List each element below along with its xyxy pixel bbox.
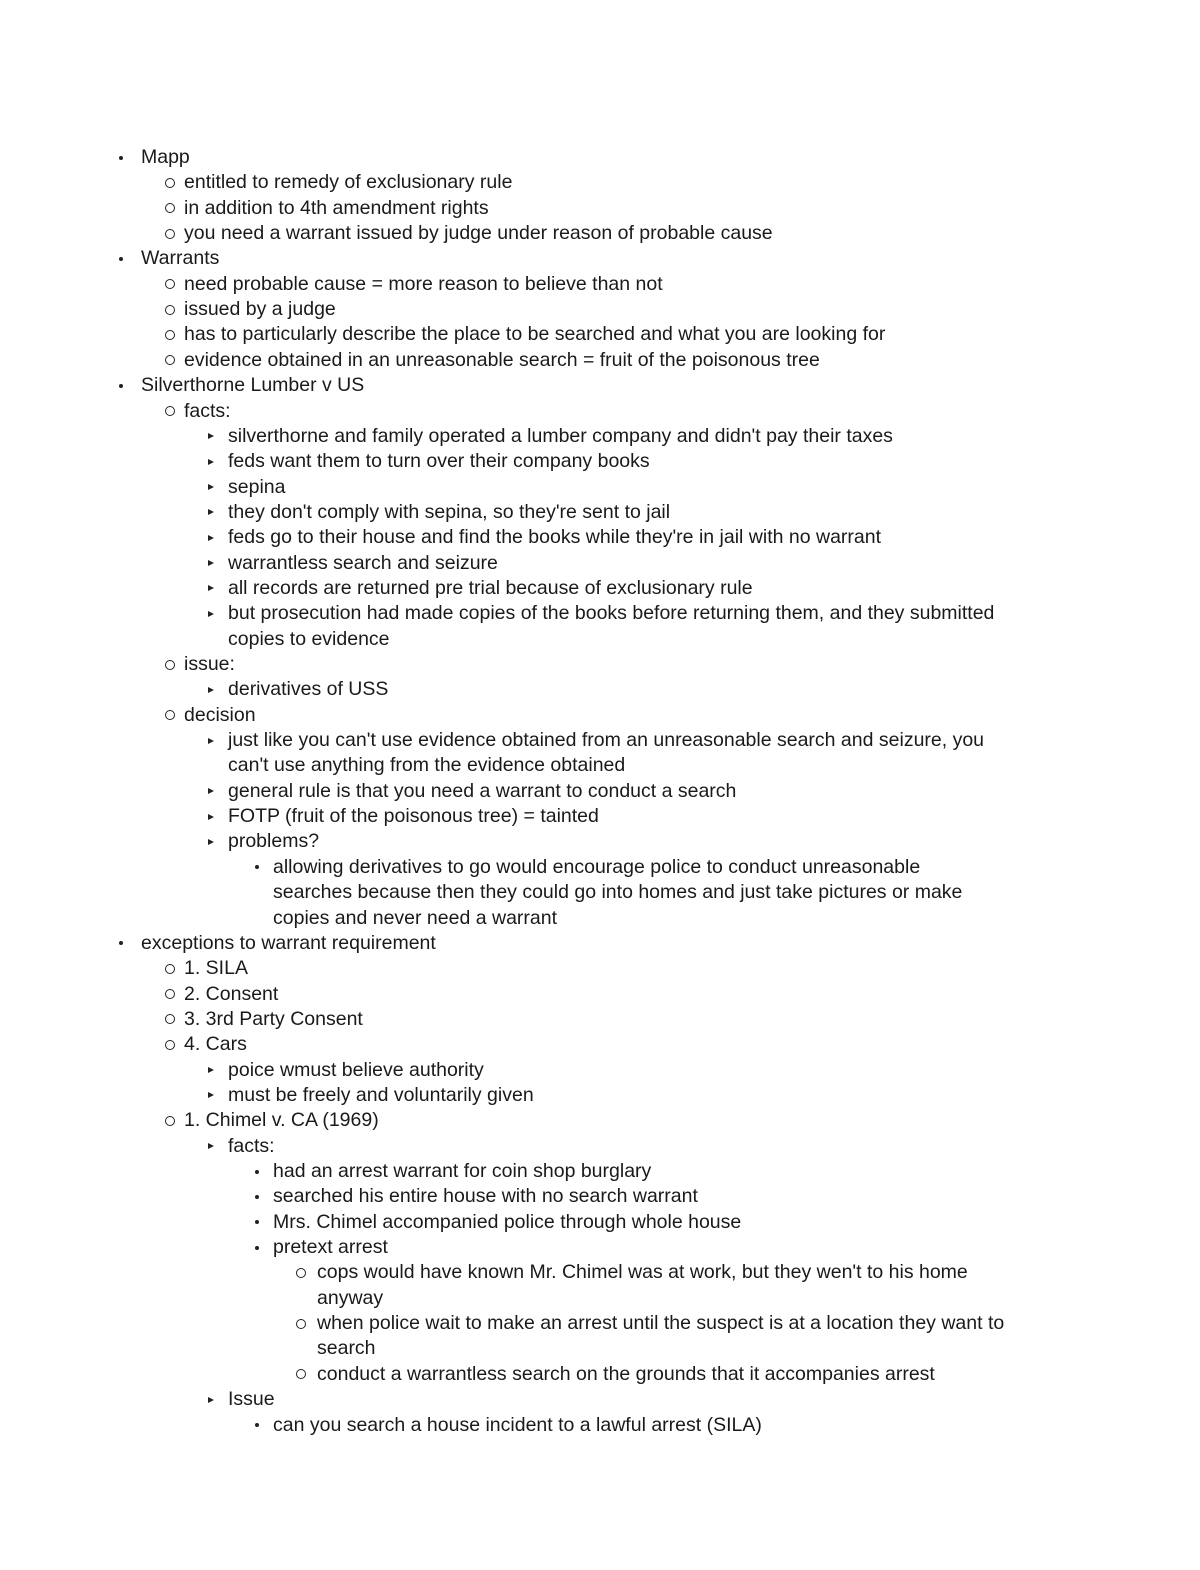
- note-line: [0, 221, 1200, 246]
- note-text: but prosecution had made copies of the books before returning them, and they submitted: [228, 602, 995, 625]
- note-text: conduct a warrantless search on the grounds that it accompanies arrest: [317, 1362, 935, 1385]
- note-line: [0, 627, 1200, 652]
- bullet-dot-icon: [112, 373, 130, 398]
- note-line: [0, 246, 1200, 271]
- note-text: had an arrest warrant for coin shop burglary: [273, 1160, 652, 1182]
- bullet-arrow-icon: [202, 576, 220, 601]
- bullet-arrow-icon: [202, 551, 220, 576]
- note-line: [0, 855, 1200, 880]
- note-text: 1. SILA: [184, 957, 248, 980]
- bullet-arrow-icon: [202, 601, 220, 626]
- note-line: [0, 1159, 1200, 1184]
- bullet-arrow-icon: [202, 804, 220, 829]
- note-line: [0, 703, 1200, 728]
- note-text: sepina: [228, 475, 286, 498]
- note-text: Mapp: [141, 146, 190, 168]
- note-text: searches because then they could go into homes and just take pictures or make: [273, 881, 963, 904]
- note-text: pretext arrest: [273, 1236, 388, 1259]
- note-line: [0, 272, 1200, 297]
- note-line: [0, 1032, 1200, 1057]
- note-text: copies and never need a warrant: [273, 906, 558, 929]
- bullet-circle-icon: [161, 196, 179, 221]
- note-line: [0, 170, 1200, 195]
- bullet-dot-icon: [248, 1159, 266, 1184]
- note-text: FOTP (fruit of the poisonous tree) = tainted: [228, 805, 599, 828]
- note-line: [0, 196, 1200, 221]
- note-text: Issue: [228, 1388, 275, 1411]
- note-text: must be freely and voluntarily given: [228, 1083, 534, 1106]
- bullet-arrow-icon: [202, 424, 220, 449]
- note-line: [0, 322, 1200, 347]
- note-line: [0, 1210, 1200, 1235]
- note-line: [0, 1311, 1200, 1336]
- note-line: [0, 880, 1200, 905]
- note-line: [0, 1083, 1200, 1108]
- bullet-dot-icon: [248, 855, 266, 880]
- bullet-circle-icon: [161, 703, 179, 728]
- note-text: feds go to their house and find the books while they're in jail with no warrant: [228, 526, 882, 549]
- note-line: [0, 1058, 1200, 1083]
- bullet-arrow-icon: [202, 1058, 220, 1083]
- note-line: [0, 1108, 1200, 1133]
- bullet-dot-icon: [112, 145, 130, 170]
- bullet-arrow-icon: [202, 1387, 220, 1412]
- note-text: when police wait to make an arrest until the suspect is at a location they want to: [317, 1312, 1005, 1335]
- note-line: [0, 1286, 1200, 1311]
- bullet-arrow-icon: [202, 728, 220, 753]
- bullet-arrow-icon: [202, 1134, 220, 1159]
- note-line: [0, 551, 1200, 576]
- note-line: [0, 982, 1200, 1007]
- note-text: searched his entire house with no search warrant: [273, 1185, 698, 1208]
- note-text: all records are returned pre trial because of exclusionary rule: [228, 576, 753, 599]
- note-text: evidence obtained in an unreasonable search = fruit of the poisonous tree: [184, 348, 820, 371]
- bullet-dot-icon: [112, 246, 130, 271]
- bullet-circle-icon: [161, 348, 179, 373]
- bullet-dot-icon: [248, 1235, 266, 1260]
- note-line: [0, 500, 1200, 525]
- note-text: you need a warrant issued by judge under reason of probable cause: [184, 222, 773, 245]
- note-text: anyway: [317, 1286, 384, 1309]
- note-line: [0, 652, 1200, 677]
- note-line: [0, 1007, 1200, 1032]
- bullet-arrow-icon: [202, 677, 220, 702]
- bullet-arrow-icon: [202, 475, 220, 500]
- note-line: [0, 424, 1200, 449]
- bullet-circle-icon: [161, 272, 179, 297]
- note-text: search: [317, 1337, 376, 1360]
- note-text: silverthorne and family operated a lumber company and didn't pay their taxes: [228, 424, 893, 447]
- note-text: Silverthorne Lumber v US: [141, 374, 365, 397]
- bullet-circle-icon: [161, 1007, 179, 1032]
- note-line: [0, 956, 1200, 981]
- note-text: Warrants: [141, 247, 220, 270]
- bullet-dot-icon: [112, 931, 130, 956]
- note-text: 4. Cars: [184, 1033, 247, 1056]
- note-text: Mrs. Chimel accompanied police through whole house: [273, 1210, 742, 1233]
- bullet-circle-icon: [161, 170, 179, 195]
- bullet-dot-icon: [248, 1413, 266, 1438]
- note-text: exceptions to warrant requirement: [141, 931, 436, 954]
- bullet-circle-icon: [292, 1362, 310, 1387]
- bullet-dot-icon: [248, 1184, 266, 1209]
- note-line: [0, 1362, 1200, 1387]
- bullet-circle-icon: [292, 1260, 310, 1285]
- note-text: has to particularly describe the place to be searched and what you are looking for: [184, 323, 886, 346]
- note-line: [0, 906, 1200, 931]
- note-text: they don't comply with sepina, so they're sent to jail: [228, 500, 671, 523]
- bullet-circle-icon: [161, 652, 179, 677]
- note-text: copies to evidence: [228, 627, 390, 650]
- note-text: general rule is that you need a warrant to conduct a search: [228, 779, 737, 802]
- note-line: [0, 1387, 1200, 1412]
- bullet-circle-icon: [161, 399, 179, 424]
- note-text: poice wmust believe authority: [228, 1058, 484, 1081]
- note-text: warrantless search and seizure: [228, 551, 498, 574]
- note-line: [0, 829, 1200, 854]
- bullet-arrow-icon: [202, 779, 220, 804]
- note-text: allowing derivatives to go would encourage police to conduct unreasonable: [273, 855, 921, 878]
- note-text: in addition to 4th amendment rights: [184, 196, 489, 219]
- bullet-circle-icon: [161, 1108, 179, 1133]
- note-line: [0, 1184, 1200, 1209]
- note-text: feds want them to turn over their company books: [228, 450, 650, 473]
- bullet-circle-icon: [161, 297, 179, 322]
- note-line: [0, 525, 1200, 550]
- note-line: [0, 1413, 1200, 1438]
- note-text: derivatives of USS: [228, 678, 389, 701]
- note-line: [0, 475, 1200, 500]
- note-text: entitled to remedy of exclusionary rule: [184, 171, 513, 194]
- note-text: decision: [184, 703, 256, 726]
- note-line: [0, 1235, 1200, 1260]
- note-line: [0, 601, 1200, 626]
- bullet-circle-icon: [161, 322, 179, 347]
- note-line: [0, 348, 1200, 373]
- note-text: 2. Consent: [184, 982, 279, 1005]
- note-line: [0, 753, 1200, 778]
- note-text: 3. 3rd Party Consent: [184, 1007, 363, 1030]
- note-line: [0, 399, 1200, 424]
- note-text: can't use anything from the evidence obtained: [228, 754, 626, 777]
- note-text: cops would have known Mr. Chimel was at work, but they wen't to his home: [317, 1261, 968, 1284]
- note-line: [0, 449, 1200, 474]
- note-text: just like you can't use evidence obtained from an unreasonable search and seizure, you: [228, 729, 985, 752]
- bullet-arrow-icon: [202, 829, 220, 854]
- note-line: [0, 677, 1200, 702]
- bullet-circle-icon: [161, 221, 179, 246]
- note-text: issued by a judge: [184, 298, 336, 321]
- note-line: [0, 804, 1200, 829]
- bullet-circle-icon: [161, 956, 179, 981]
- note-text: facts:: [228, 1134, 275, 1157]
- note-line: [0, 931, 1200, 956]
- note-text: need probable cause = more reason to believe than not: [184, 272, 663, 295]
- bullet-dot-icon: [248, 1210, 266, 1235]
- note-line: [0, 728, 1200, 753]
- note-line: [0, 576, 1200, 601]
- note-line: [0, 145, 1200, 170]
- note-text: issue:: [184, 653, 235, 675]
- bullet-circle-icon: [292, 1311, 310, 1336]
- bullet-arrow-icon: [202, 449, 220, 474]
- note-text: problems?: [228, 830, 320, 853]
- bullet-arrow-icon: [202, 1083, 220, 1108]
- bullet-circle-icon: [161, 1032, 179, 1057]
- note-text: 1. Chimel v. CA (1969): [184, 1109, 379, 1132]
- note-line: [0, 779, 1200, 804]
- note-line: [0, 1336, 1200, 1361]
- note-line: [0, 373, 1200, 398]
- note-line: [0, 1260, 1200, 1285]
- bullet-circle-icon: [161, 982, 179, 1007]
- note-line: [0, 297, 1200, 322]
- bullet-arrow-icon: [202, 525, 220, 550]
- note-text: can you search a house incident to a lawful arrest (SILA): [273, 1413, 762, 1436]
- note-text: facts:: [184, 399, 231, 422]
- note-line: [0, 1134, 1200, 1159]
- bullet-arrow-icon: [202, 500, 220, 525]
